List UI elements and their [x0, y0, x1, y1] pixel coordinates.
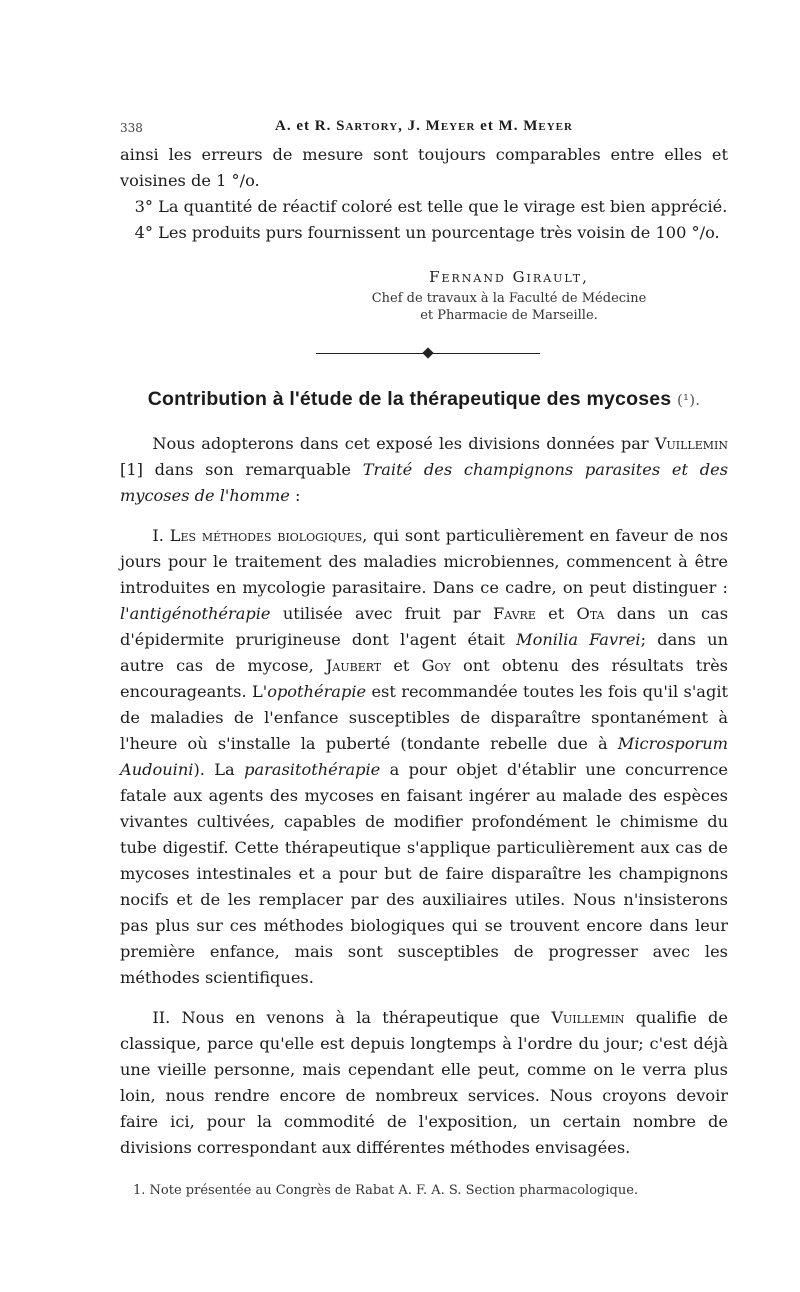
diamond-ornament-icon	[422, 347, 433, 358]
running-head	[120, 118, 728, 142]
section-1-paragraph: I. Les méthodes biologiques, qui sont particulièrement en faveur de nos jours pour le traitement des maladies microbiennes, commencent à être introduites en mycologie parasitaire. Dans ce cadre, on peut distinguer : l'antigénothérapie utilisée avec fruit par Favre et Ota dans un cas d'épidermite prurigineuse dont l'agent était Monilia Favrei; dans un autre cas de mycose, Jaubert et Goy ont obtenu des résultats très encourageants. L'opothérapie est recommandée toutes les fois qu'il s'agit de maladies de l'enfance susceptibles de disparaître spontanément à l'heure où s'installe la puberté (tondante rebelle due à Microsporum Audouini). La parasitothérapie a pour objet d'établir une concurrence fatale aux agents des mycoses en faisant ingérer au malade des espèces vivantes cultivées, capables de modifier profondément le chimisme du tube digestif. Cette thérapeutique s'applique particulièrement aux cas de mycoses intestinales et a pour but de faire disparaître les champignons nocifs et de les remplacer par des auxiliaires utiles. Nous n'insisterons pas plus sur ces méthodes biologiques qui se trouvent encore dans leur première enfance, mais sont susceptibles de progresser avec les méthodes scientifiques.	[120, 526, 729, 987]
running-head-authors: A. et R. Sartory, J. Meyer et M. Meyer	[275, 118, 573, 134]
section-2-paragraph: II. Nous en venons à la thérapeutique que Vuillemin qualifie de classique, parce qu'elle est depuis longtemps à l'ordre du jour; c'est déjà une vieille personne, mais cependant elle peut, comme on le verra plus loin, nous rendre encore de nombreux services. Nous croyons devoir faire ici, pour la commodité de l'exposition, un certain nombre de divisions correspondant aux différentes méthodes envisagées.	[120, 1008, 728, 1157]
preamble-continuation: ainsi les erreurs de mesure sont toujours comparables entre elles et voisines de 1 °/o.	[120, 145, 728, 190]
preamble-item-3: 3° La quantité de réactif coloré est telle que le virage est bien apprécié.	[134, 197, 728, 216]
page-number: 338	[120, 121, 143, 135]
footnote: 1. Note présentée au Congrès de Rabat A. F. A. S. Section pharmacologique.	[133, 1183, 639, 1198]
intro-paragraph: Nous adopterons dans cet exposé les divisions données par Vuillemin [1] dans son remarquable Traité des champignons parasites et des mycoses de l'homme :	[120, 434, 728, 505]
article-title: Contribution à l'étude de la thérapeutique des mycoses (¹).	[147, 388, 701, 410]
signature-block	[290, 264, 728, 324]
section-separator	[120, 344, 728, 364]
preamble-item-4: 4° Les produits purs fournissent un pourcentage très voisin de 100 °/o.	[134, 223, 720, 242]
footnote-reference: (¹).	[676, 391, 701, 409]
signature-name: Fernand Girault,	[429, 268, 589, 286]
page	[120, 118, 728, 1201]
signature-title-line-1: Chef de travaux à la Faculté de Médecine	[371, 291, 647, 306]
signature-title-line-2: et Pharmacie de Marseille.	[420, 308, 598, 323]
